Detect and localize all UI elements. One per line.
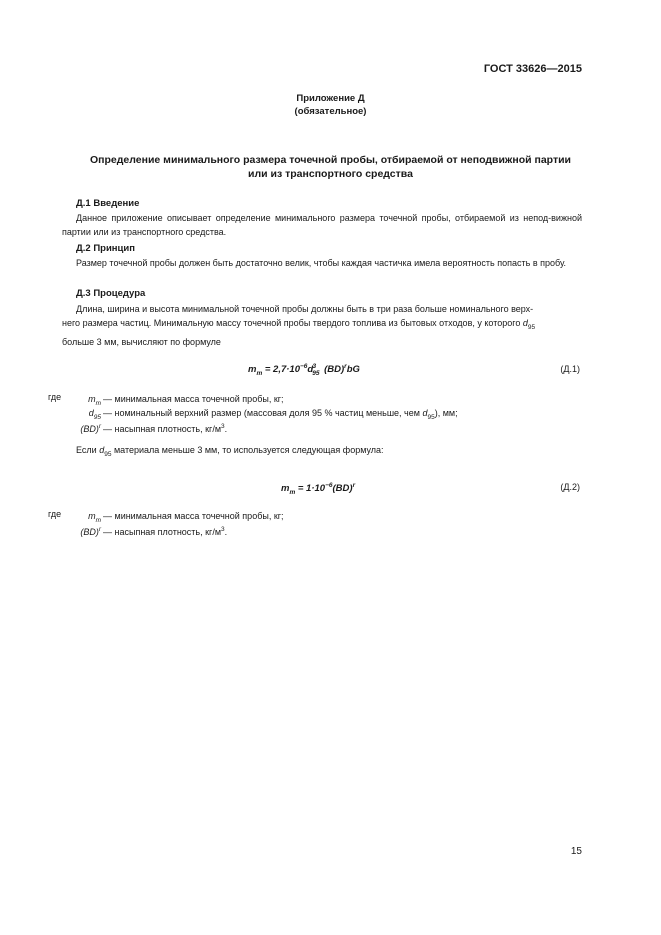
section-text-procedure [62, 302, 582, 349]
procedure-d-subscript: 95 [527, 323, 536, 331]
def-mm [0, 392, 661, 406]
procedure-line2 [62, 316, 582, 335]
section-heading-principle: Д.2 Принцип [76, 243, 135, 254]
section-heading-procedure: Д.3 Процедура [76, 288, 146, 299]
def2-mm [0, 509, 661, 523]
page-title [0, 153, 661, 181]
def-bd-main: — насыпная плотность, кг/м [103, 424, 222, 434]
sym2-bd: (BD)$^r$ [80, 526, 101, 537]
intro-text: Данное приложение описывает определение минимального размера точечной пробы, отбираемой из непод-вижной партии или из транспортного средства. [62, 213, 582, 237]
condition-text: Если $d_{95}$ материала меньше 3 мм, то используется следующая формула: [76, 445, 384, 458]
def2-bd [0, 523, 661, 537]
annex-heading [0, 92, 661, 118]
annex-subtitle: (обязательное) [294, 106, 367, 117]
def-bd-tail: . [224, 424, 228, 434]
sym2-mm: $m_m$ [88, 511, 101, 524]
page-title-line1: Определение минимального размера точечной пробы, отбираемой от неподвижной партии [89, 154, 572, 166]
where-label-2: где [48, 509, 62, 519]
where-label: где [48, 392, 62, 402]
def-d95-tail: ), мм; [434, 408, 458, 418]
page-number: 15 [570, 846, 582, 857]
def-bd [0, 420, 661, 434]
section-heading-intro: Д.1 Введение [76, 198, 140, 209]
formula-d1: $m_m = 2,7\cdot 10^{-6}d_{95}^3$ (BD)$^r$bG [248, 363, 360, 378]
formula-number-d1: (Д.1) [560, 364, 580, 374]
procedure-line1: Длина, ширина и высота минимальной точечной пробы должны быть в три раза больше номинального верх- [76, 304, 534, 314]
def-bd-sup: 3 [221, 423, 225, 430]
def-d95-text: — номинальный верхний размер (массовая доля 95 % частиц меньше, чем $d_{95}$), мм; [103, 408, 458, 421]
def2-bd-tail: . [224, 527, 228, 537]
principle-text: Размер точечной пробы должен быть достаточно велик, чтобы каждая частичка имела вероятность попасть в пробу. [76, 258, 567, 268]
condition-text-a: Если [76, 445, 97, 455]
standard-number: ГОСТ 33626—2015 [483, 63, 582, 75]
condition-text-b: материала меньше 3 мм, то используется следующая формула: [113, 445, 384, 455]
sym-d95: $d_{95}$ [88, 408, 101, 421]
def-d95-main: — номинальный верхний размер (массовая доля 95 % частиц меньше, чем [103, 408, 420, 418]
procedure-line3: больше 3 мм, вычисляют по формуле [62, 336, 221, 347]
def2-bd-main: — насыпная плотность, кг/м [103, 527, 222, 537]
formula-number-d2: (Д.2) [560, 482, 580, 492]
formula-d2: $m_m = 1\cdot 10^{-6}(BD)^r$ [281, 482, 356, 497]
section-text-principle [62, 256, 582, 270]
def-mm-text: — минимальная масса точечной пробы, кг; [103, 394, 284, 404]
def2-mm-text: — минимальная масса точечной пробы, кг; [103, 511, 284, 521]
def2-bd-sup: 3 [221, 526, 225, 533]
sym-mm: $m_m$ [88, 394, 101, 407]
def-bd-text [103, 420, 227, 436]
sym-bd: (BD)$^r$ [80, 423, 101, 434]
section-text-intro [62, 211, 582, 239]
def-d95-sub: 95 [427, 413, 435, 421]
page-title-line2: или из транспортного средства [248, 168, 413, 180]
def-d95 [0, 406, 661, 420]
procedure-d-symbol: d [522, 318, 528, 328]
annex-title: Приложение Д [296, 93, 365, 104]
procedure-line2-text: него размера частиц. Минимальную массу точечной пробы твердого топлива из бытовых отходов, у которого [62, 318, 521, 328]
def2-bd-text [103, 523, 227, 539]
